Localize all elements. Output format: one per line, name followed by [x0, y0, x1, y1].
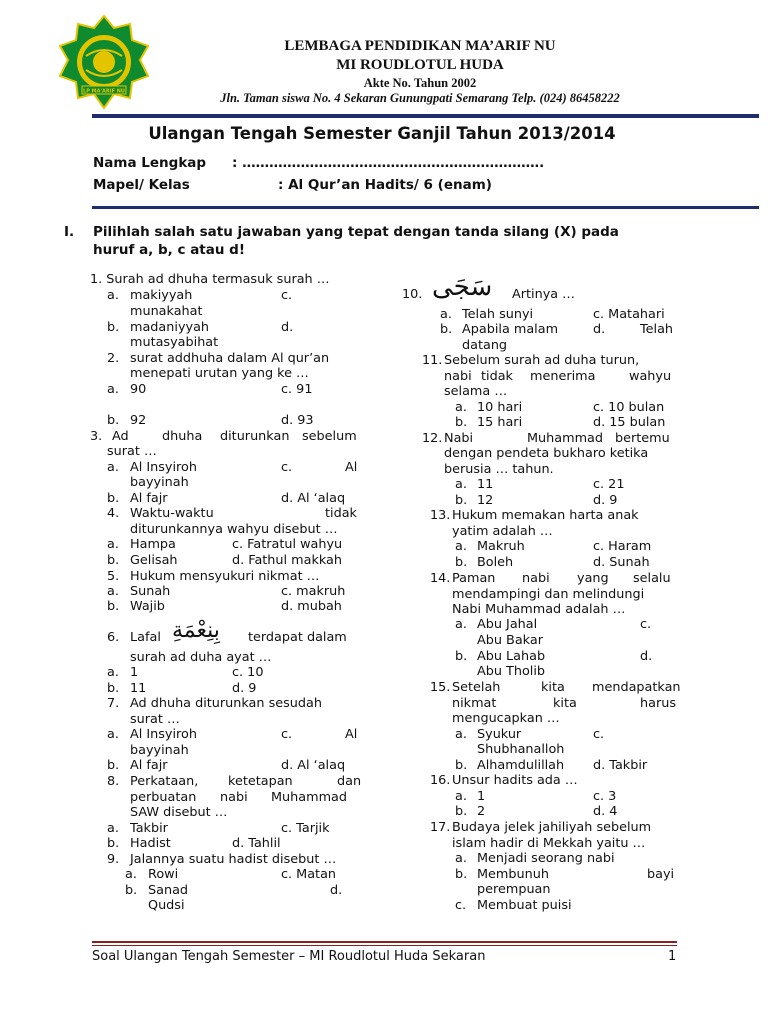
option-text: Al — [345, 727, 358, 742]
subject-label: Mapel/ Kelas — [93, 177, 190, 193]
exam-title: Ulangan Tengah Semester Ganjil Tahun 2013/2014 — [148, 124, 616, 143]
option-letter: a. — [107, 382, 119, 397]
nu-logo-icon — [56, 14, 152, 110]
question-text: Paman — [452, 571, 496, 586]
question-text: nabi — [444, 369, 472, 384]
question-text: Budaya jelek jahiliyah sebelum — [452, 820, 652, 835]
option-text: d. Al ‘alaq — [281, 758, 346, 773]
option-letter: b. — [455, 555, 468, 570]
option-text: Membunuh — [477, 867, 549, 882]
option-text: Telah sunyi — [462, 307, 534, 322]
option-letter: a. — [107, 288, 119, 303]
option-letter: b. — [107, 553, 120, 568]
question-text: mendapatkan — [592, 680, 681, 695]
option-letter: b. — [455, 758, 468, 773]
header-line3: Akte No. Tahun 2002 — [363, 76, 477, 90]
option-text: 11 — [130, 681, 147, 696]
option-text: Hampa — [130, 537, 176, 552]
option-text: bayi — [647, 867, 675, 882]
question-text: berusia … tahun. — [444, 462, 554, 477]
option-text: Al Insyiroh — [130, 727, 197, 742]
question-number: 12. — [422, 431, 443, 446]
question-text: islam hadir di Mekkah yaitu … — [452, 836, 646, 851]
question-text: bertemu — [615, 431, 670, 446]
option-text: d. Fathul makkah — [232, 553, 343, 568]
question-text: Muhammad — [271, 790, 348, 805]
question-number: 17. — [430, 820, 451, 835]
question-text: Jalannya suatu hadist disebut … — [130, 852, 337, 867]
option-letter: c. — [455, 898, 467, 913]
meta-rule — [92, 206, 759, 209]
option-text: c. Tarjik — [281, 821, 330, 836]
option-letter: b. — [107, 836, 120, 851]
option-text: mutasyabihat — [130, 335, 219, 350]
option-text: Menjadi seorang nabi — [477, 851, 615, 866]
option-letter: b. — [107, 599, 120, 614]
option-letter: a. — [107, 460, 119, 475]
question-text: mendampingi dan melindungi — [452, 587, 645, 602]
option-text: Alhamdulillah — [477, 758, 565, 773]
option-letter: a. — [455, 727, 467, 742]
question-text: Waktu-waktu — [130, 506, 214, 521]
option-letter: b. — [107, 491, 120, 506]
option-text: madaniyyah — [130, 320, 210, 335]
option-text: bayyinah — [130, 475, 189, 490]
option-text: Takbir — [130, 821, 168, 836]
question-text: tidak — [481, 369, 513, 384]
question-text: surat addhuha dalam Al qur’an — [130, 351, 330, 366]
option-text: 15 hari — [477, 415, 523, 430]
question-text: ketetapan — [228, 774, 293, 789]
option-letter: c. — [593, 727, 605, 742]
question-number: 13. — [430, 508, 451, 523]
option-text: c. Fatratul wahyu — [232, 537, 343, 552]
option-text: d. Tahlil — [232, 836, 281, 851]
question-text: wahyu — [629, 369, 672, 384]
option-text: Apabila malam — [462, 322, 559, 337]
question-number: 8. — [107, 774, 120, 789]
option-letter: a. — [455, 400, 467, 415]
option-letter: b. — [455, 867, 468, 882]
option-letter: a. — [455, 789, 467, 804]
option-letter: b. — [455, 804, 468, 819]
option-text: 90 — [130, 382, 147, 397]
option-letter: b. — [455, 649, 468, 664]
question-text: menepati urutan yang ke … — [130, 366, 309, 381]
option-text: c. 10 bulan — [593, 400, 665, 415]
option-letter: d. — [593, 322, 606, 337]
question-text: SAW disebut … — [130, 805, 228, 820]
option-text: 12 — [477, 493, 494, 508]
question-text: menerima — [530, 369, 596, 384]
question-number: 15. — [430, 680, 451, 695]
question-text: kita — [553, 696, 577, 711]
option-text: d. Takbir — [593, 758, 648, 773]
option-letter: a. — [455, 851, 467, 866]
option-letter: c. — [281, 460, 293, 475]
option-letter: a. — [107, 727, 119, 742]
option-text: Telah — [640, 322, 674, 337]
question-number: 16. — [430, 773, 451, 788]
option-letter: c. — [281, 727, 293, 742]
option-text: perempuan — [477, 882, 551, 897]
question-text: Ad dhuha diturunkan sesudah — [130, 696, 322, 711]
option-text: Syukur — [477, 727, 522, 742]
question-text: tidak — [325, 506, 357, 521]
question-number: 4. — [107, 506, 120, 521]
option-text: makiyyah — [130, 288, 193, 303]
name-value: : …………………………………………………………. — [232, 155, 545, 171]
question-text: surat … — [130, 712, 180, 727]
option-text: c. 3 — [593, 789, 617, 804]
option-text: Al fajr — [130, 758, 168, 773]
option-text: 1 — [477, 789, 486, 804]
option-letter: b. — [440, 322, 453, 337]
option-text: d. 9 — [232, 681, 257, 696]
question-text: yang — [577, 571, 609, 586]
question-text: 1. Surah ad dhuha termasuk surah … — [90, 272, 330, 287]
question-number: 10. — [402, 287, 423, 302]
question-text: dan — [337, 774, 362, 789]
option-letter: b. — [125, 883, 138, 898]
subject-value: : Al Qur’an Hadits/ 6 (enam) — [278, 177, 492, 193]
option-text: Sunah — [130, 584, 171, 599]
question-text: Perkataan, — [130, 774, 199, 789]
option-letter: b. — [107, 758, 120, 773]
question-text: nabi — [220, 790, 248, 805]
footer-rule — [92, 941, 677, 943]
question-text: sebelum — [302, 429, 357, 444]
option-text: 1 — [130, 665, 139, 680]
option-text: Abu Tholib — [477, 664, 546, 679]
footer-text: Soal Ulangan Tengah Semester – MI Roudlotul Huda Sekaran — [92, 949, 486, 964]
instruction-number: I. — [64, 224, 75, 240]
question-text: Unsur hadits ada … — [452, 773, 578, 788]
svg-text:LP MA'ARIF NU: LP MA'ARIF NU — [83, 88, 125, 95]
header-line1: LEMBAGA PENDIDIKAN MA’ARIF NU — [284, 38, 556, 54]
option-text: Makruh — [477, 539, 525, 554]
arabic-word: بِنِعْمَةِ — [172, 618, 220, 643]
option-text: d. Al ‘alaq — [281, 491, 346, 506]
option-letter: b. — [107, 681, 120, 696]
option-text: Abu Lahab — [477, 649, 546, 664]
option-letter: b. — [455, 493, 468, 508]
question-text: Setelah — [452, 680, 501, 695]
option-text: datang — [462, 338, 508, 353]
question-text: Sebelum surah ad duha turun, — [444, 353, 640, 368]
option-text: Qudsi — [148, 898, 185, 913]
option-text: bayyinah — [130, 743, 189, 758]
question-text: surah ad duha ayat … — [130, 650, 272, 665]
question-text: perbuatan — [130, 790, 197, 805]
question-number: 6. — [107, 630, 120, 645]
option-letter: a. — [107, 665, 119, 680]
instruction-line: huruf a, b, c atau d! — [93, 242, 246, 258]
option-letter: a. — [455, 477, 467, 492]
header-line2: MI ROUDLOTUL HUDA — [336, 57, 504, 73]
question-text: Lafal — [130, 630, 161, 645]
option-text: Membuat puisi — [477, 898, 572, 913]
option-text: d. 15 bulan — [593, 415, 666, 430]
header-rule — [92, 114, 759, 118]
option-text: d. 9 — [593, 493, 618, 508]
option-letter: c. — [281, 288, 293, 303]
option-text: Abu Bakar — [477, 633, 543, 648]
option-text: Wajib — [130, 599, 165, 614]
option-text: c. 91 — [281, 382, 313, 397]
question-number: 7. — [107, 696, 120, 711]
question-text: dhuha — [162, 429, 203, 444]
question-text: diturunkan — [220, 429, 290, 444]
option-letter: a. — [107, 821, 119, 836]
option-letter: a. — [107, 584, 119, 599]
question-text: Hukum memakan harta anak — [452, 508, 639, 523]
question-text: terdapat dalam — [248, 630, 347, 645]
option-text: d. 93 — [281, 413, 314, 428]
option-text: c. Matahari — [593, 307, 665, 322]
option-text: c. 21 — [593, 477, 625, 492]
footer-rule — [92, 945, 677, 946]
option-text: c. Haram — [593, 539, 652, 554]
instruction-line: Pilihlah salah satu jawaban yang tepat dengan tanda silang (X) pada — [93, 224, 619, 240]
option-letter: d. — [330, 883, 343, 898]
option-text: d. mubah — [281, 599, 342, 614]
option-letter: a. — [455, 617, 467, 632]
option-letter: a. — [455, 539, 467, 554]
option-text: Boleh — [477, 555, 514, 570]
question-text: Nabi Muhammad adalah … — [452, 602, 626, 617]
name-label: Nama Lengkap — [93, 155, 207, 171]
option-letter: c. — [640, 617, 652, 632]
option-text: 11 — [477, 477, 494, 492]
option-letter: a. — [107, 537, 119, 552]
question-number: 2. — [107, 351, 120, 366]
question-number: 3. — [90, 429, 103, 444]
option-text: 2 — [477, 804, 486, 819]
question-text: yatim adalah … — [452, 524, 553, 539]
option-text: Hadist — [130, 836, 171, 851]
option-text: Rowi — [148, 867, 179, 882]
question-number: 11. — [422, 353, 443, 368]
question-text: Artinya … — [512, 287, 575, 302]
question-text: selalu — [633, 571, 671, 586]
question-text: Hukum mensyukuri nikmat … — [130, 569, 320, 584]
option-letter: a. — [125, 867, 137, 882]
option-text: c. Matan — [281, 867, 337, 882]
question-text: mengucapkan … — [452, 711, 560, 726]
option-text: 92 — [130, 413, 147, 428]
option-text: c. 10 — [232, 665, 264, 680]
header-line4: Jln. Taman siswa No. 4 Sekaran Gunungpati Semarang Telp. (024) 86458222 — [220, 91, 620, 105]
option-text: munakahat — [130, 304, 203, 319]
question-number: 14. — [430, 571, 451, 586]
option-text: c. makruh — [281, 584, 346, 599]
option-text: d. 4 — [593, 804, 618, 819]
arabic-word: سَجَى — [432, 272, 493, 302]
option-text: 10 hari — [477, 400, 523, 415]
question-text: Nabi — [444, 431, 474, 446]
option-letter: a. — [440, 307, 452, 322]
option-text: Shubhanalloh — [477, 742, 565, 757]
option-letter: b. — [107, 320, 120, 335]
option-text: d. Sunah — [593, 555, 650, 570]
question-text: Ad — [112, 429, 129, 444]
option-text: Gelisah — [130, 553, 178, 568]
question-number: 5. — [107, 569, 120, 584]
question-text: kita — [541, 680, 565, 695]
question-text: surat … — [107, 444, 157, 459]
option-text: Al — [345, 460, 358, 475]
question-text: nabi — [522, 571, 550, 586]
question-text: selama … — [444, 384, 508, 399]
question-text: dengan pendeta bukharo ketika — [444, 446, 649, 461]
option-letter: b. — [107, 413, 120, 428]
option-letter: b. — [455, 415, 468, 430]
option-text: Abu Jahal — [477, 617, 538, 632]
question-number: 9. — [107, 852, 120, 867]
option-letter: d. — [640, 649, 653, 664]
question-text: nikmat — [452, 696, 497, 711]
option-text: Al Insyiroh — [130, 460, 197, 475]
question-text: Muhammad — [527, 431, 604, 446]
option-text: Al fajr — [130, 491, 168, 506]
question-text: diturunkannya wahyu disebut … — [130, 522, 338, 537]
question-text: harus — [640, 696, 676, 711]
option-text: Sanad — [148, 883, 189, 898]
option-letter: d. — [281, 320, 294, 335]
page-number: 1 — [668, 949, 677, 964]
